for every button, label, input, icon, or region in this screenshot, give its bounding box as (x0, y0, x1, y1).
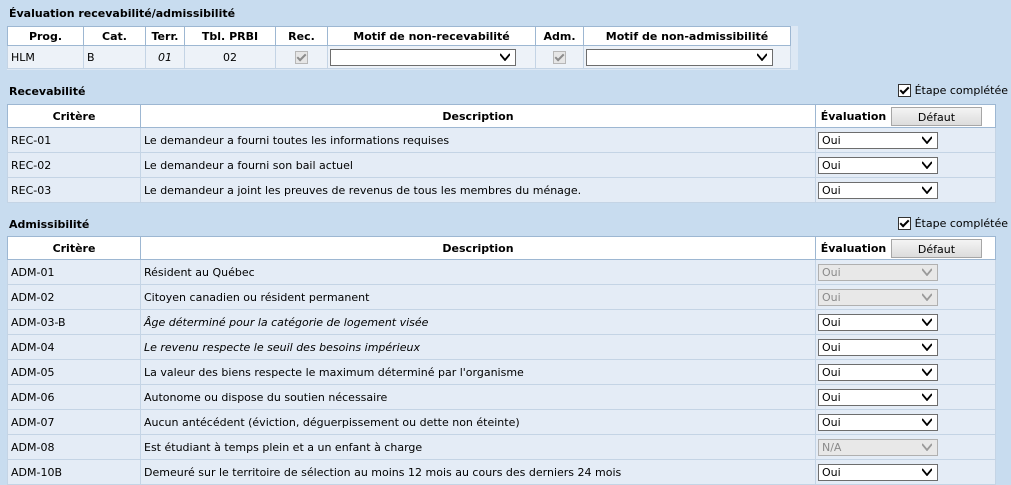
recevabilite-table (7, 104, 996, 203)
critere-code: REC-02 (8, 153, 141, 178)
recevabilite-etape (898, 84, 1008, 97)
critere-description: La valeur des biens respecte le maximum déterminé par l'organisme (141, 360, 816, 385)
recevabilite-etape-label: Étape complétée (914, 84, 1008, 97)
table-row (8, 335, 996, 360)
critere-code: ADM-06 (8, 385, 141, 410)
evaluation-select (818, 264, 938, 281)
chevron-down-icon (922, 293, 932, 301)
table-row (8, 260, 996, 285)
col-tbl-prbi: Tbl. PRBI (185, 27, 276, 46)
evaluation-value: Oui (822, 415, 841, 429)
chevron-down-icon (757, 53, 767, 61)
motif-non-admissibilite-select[interactable] (586, 49, 773, 66)
table-row (8, 385, 996, 410)
evaluation-select (818, 289, 938, 306)
critere-description: Âge déterminé pour la catégorie de logement visée (141, 310, 816, 335)
critere-description: Le demandeur a fourni toutes les informations requises (141, 128, 816, 153)
summary-row (8, 46, 791, 69)
col-evaluation: Évaluation (820, 241, 887, 255)
critere-description: Autonome ou dispose du soutien nécessaire (141, 385, 816, 410)
evaluation-select[interactable] (818, 414, 938, 431)
chevron-down-icon (922, 318, 932, 326)
summary-panel (7, 26, 798, 70)
chevron-down-icon (922, 186, 932, 194)
critere-description: Le revenu respecte le seuil des besoins impérieux (141, 335, 816, 360)
col-rec: Rec. (276, 27, 328, 46)
critere-code: ADM-08 (8, 435, 141, 460)
evaluation-value: Oui (822, 183, 841, 197)
chevron-down-icon (922, 136, 932, 144)
chevron-down-icon (922, 418, 932, 426)
admissibilite-table-panel (7, 236, 995, 485)
tbl-prbi-value: 02 (185, 46, 276, 69)
recevabilite-header-row (8, 105, 996, 128)
col-motif-non-admissibilite: Motif de non-admissibilité (584, 27, 791, 46)
evaluation-value: Oui (822, 133, 841, 147)
rec-checkbox (295, 51, 308, 64)
recevabilite-title: Recevabilité (9, 85, 86, 98)
admissibilite-etape-checkbox[interactable] (898, 217, 911, 230)
critere-description: Citoyen canadien ou résident permanent (141, 285, 816, 310)
critere-description: Aucun antécédent (éviction, déguerpissement ou dette non éteinte) (141, 410, 816, 435)
admissibilite-defaut-button[interactable]: Défaut (891, 239, 982, 258)
col-cat: Cat. (84, 27, 146, 46)
chevron-down-icon (922, 268, 932, 276)
evaluation-select[interactable] (818, 157, 938, 174)
table-row (8, 285, 996, 310)
evaluation-select[interactable] (818, 132, 938, 149)
evaluation-value: Oui (822, 390, 841, 404)
col-motif-non-recevabilite: Motif de non-recevabilité (328, 27, 536, 46)
motif-non-recevabilite-select[interactable] (330, 49, 516, 66)
critere-description: Le demandeur a fourni son bail actuel (141, 153, 816, 178)
evaluation-value: Oui (822, 265, 841, 279)
critere-description: Est étudiant à temps plein et a un enfant à charge (141, 435, 816, 460)
admissibilite-etape (898, 217, 1008, 230)
evaluation-value: Oui (822, 365, 841, 379)
col-description: Description (141, 105, 816, 128)
admissibilite-title: Admissibilité (9, 218, 90, 231)
table-row (8, 153, 996, 178)
recevabilite-etape-checkbox[interactable] (898, 84, 911, 97)
prog-value: HLM (8, 46, 84, 69)
evaluation-value: Oui (822, 315, 841, 329)
evaluation-select[interactable] (818, 339, 938, 356)
admissibilite-header-row (8, 237, 996, 260)
critere-description: Demeuré sur le territoire de sélection au moins 12 mois au cours des derniers 24 mois (141, 460, 816, 485)
critere-code: REC-01 (8, 128, 141, 153)
evaluation-value: N/A (822, 440, 842, 454)
recevabilite-table-panel (7, 104, 995, 203)
page-title: Évaluation recevabilité/admissibilité (9, 7, 236, 20)
evaluation-select[interactable] (818, 364, 938, 381)
critere-code: ADM-01 (8, 260, 141, 285)
evaluation-value: Oui (822, 340, 841, 354)
critere-code: REC-03 (8, 178, 141, 203)
chevron-down-icon (922, 393, 932, 401)
evaluation-select[interactable] (818, 314, 938, 331)
recevabilite-rows (8, 128, 996, 203)
chevron-down-icon (922, 343, 932, 351)
chevron-down-icon (500, 53, 510, 61)
table-row (8, 435, 996, 460)
evaluation-select[interactable] (818, 464, 938, 481)
critere-code: ADM-04 (8, 335, 141, 360)
table-row (8, 360, 996, 385)
admissibilite-rows (8, 260, 996, 485)
evaluation-value: Oui (822, 290, 841, 304)
col-description: Description (141, 237, 816, 260)
critere-code: ADM-02 (8, 285, 141, 310)
evaluation-select[interactable] (818, 389, 938, 406)
cat-value: B (84, 46, 146, 69)
evaluation-select[interactable] (818, 182, 938, 199)
critere-code: ADM-03-B (8, 310, 141, 335)
col-critere: Critère (8, 237, 141, 260)
critere-code: ADM-05 (8, 360, 141, 385)
critere-code: ADM-07 (8, 410, 141, 435)
table-row (8, 460, 996, 485)
table-row (8, 310, 996, 335)
recevabilite-defaut-button[interactable]: Défaut (891, 107, 982, 126)
adm-checkbox (553, 51, 566, 64)
critere-description: Le demandeur a joint les preuves de revenus de tous les membres du ménage. (141, 178, 816, 203)
admissibilite-etape-label: Étape complétée (914, 217, 1008, 230)
col-prog: Prog. (8, 27, 84, 46)
evaluation-value: Oui (822, 465, 841, 479)
summary-table (7, 26, 791, 69)
admissibilite-table (7, 236, 996, 485)
summary-header-row (8, 27, 791, 46)
table-row (8, 178, 996, 203)
chevron-down-icon (922, 161, 932, 169)
col-evaluation: Évaluation (820, 109, 887, 123)
critere-code: ADM-10B (8, 460, 141, 485)
terr-value: 01 (146, 46, 185, 69)
evaluation-select (818, 439, 938, 456)
chevron-down-icon (922, 368, 932, 376)
evaluation-value: Oui (822, 158, 841, 172)
col-critere: Critère (8, 105, 141, 128)
col-adm: Adm. (536, 27, 584, 46)
critere-description: Résident au Québec (141, 260, 816, 285)
col-terr: Terr. (146, 27, 185, 46)
chevron-down-icon (922, 443, 932, 451)
chevron-down-icon (922, 468, 932, 476)
table-row (8, 128, 996, 153)
table-row (8, 410, 996, 435)
